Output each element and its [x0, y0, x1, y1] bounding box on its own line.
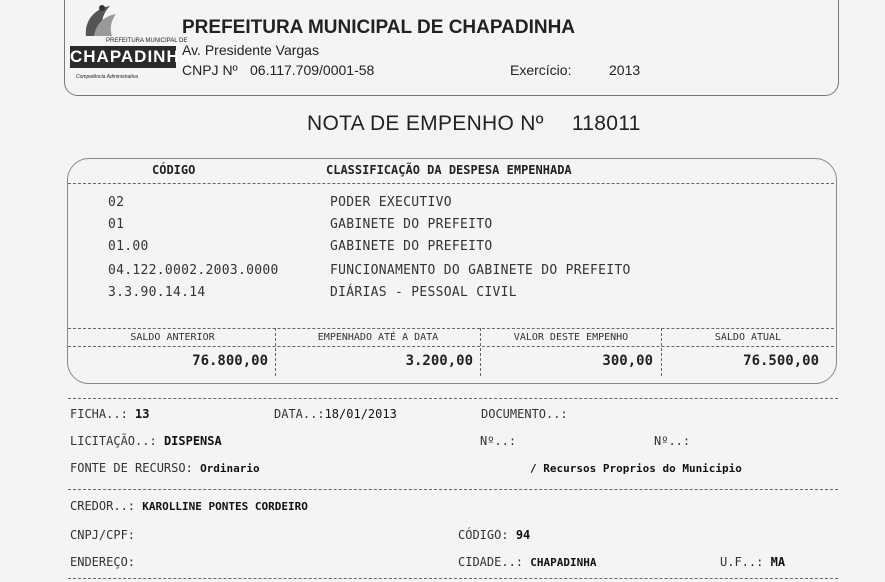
data-value: 18/01/2013 [324, 407, 397, 421]
summary-mid-divider [68, 346, 834, 347]
credor-top-divider [68, 489, 838, 490]
ficha-label: FICHA..: [70, 407, 128, 421]
municipality-logo [68, 2, 194, 84]
bottom-divider [68, 578, 838, 579]
class-desc-4: FUNCIONAMENTO DO GABINETE DO PREFEITO [330, 263, 631, 278]
saldo-anterior-value: 76.800,00 [192, 353, 268, 369]
document-title [307, 112, 641, 136]
endereco-label: ENDEREÇO: [70, 555, 136, 569]
logo-swirl-icon [80, 2, 120, 42]
class-desc-2: GABINETE DO PREFEITO [330, 217, 493, 232]
empenhado-value: 3.200,00 [405, 353, 473, 369]
recursos-value: / Recursos Proprios do Municipio [530, 462, 742, 475]
org-address: Av. Presidente Vargas [182, 42, 319, 58]
licitacao-value: DISPENSA [163, 434, 222, 448]
cidade-field [458, 555, 597, 569]
exercicio-value: 2013 [609, 62, 641, 78]
details-top-divider [68, 398, 838, 399]
valor-value: 300,00 [602, 353, 653, 369]
ficha-value: 13 [135, 407, 150, 421]
summary-top-divider [68, 328, 834, 329]
cnpj-cpf-label: CNPJ/CPF: [70, 528, 136, 542]
numero2-label: Nº..: [654, 434, 691, 448]
valor-label: VALOR DESTE EMPENHO [513, 332, 629, 343]
credor-field [70, 499, 308, 513]
codigo-label: CÓDIGO: [458, 528, 509, 542]
codigo-field [458, 528, 530, 542]
uf-value: MA [770, 555, 786, 569]
credor-label: CREDOR..: [70, 499, 136, 513]
class-code-4: 04.122.0002.2003.0000 [108, 263, 279, 278]
class-code-1: 02 [108, 195, 125, 210]
class-code-2: 01 [108, 217, 125, 232]
logo-wordmark: CHAPADINHA [70, 47, 194, 66]
data-label: DATA..: [274, 407, 325, 421]
codigo-value: 94 [515, 528, 531, 542]
credor-value: KAROLLINE PONTES CORDEIRO [142, 500, 308, 513]
data-field [274, 407, 397, 421]
empenhado-label: EMPENHADO ATÉ A DATA [317, 332, 439, 343]
saldo-anterior-label: SALDO ANTERIOR [130, 332, 215, 343]
cidade-value: CHAPADINHA [530, 556, 597, 569]
fonte-value: Ordinario [200, 462, 260, 475]
class-desc-1: PODER EXECUTIVO [330, 195, 452, 210]
fonte-field [70, 461, 260, 475]
org-name: PREFEITURA MUNICIPAL DE CHAPADINHA [182, 17, 576, 38]
saldo-atual-value: 76.500,00 [743, 353, 819, 369]
cidade-label: CIDADE..: [458, 555, 524, 569]
logo-tagline: Competência Administrativa [76, 74, 139, 80]
licitacao-field [70, 434, 222, 448]
header-divider [68, 183, 834, 184]
class-desc-5: DIÁRIAS - PESSOAL CIVIL [330, 285, 517, 300]
title-number: 118011 [571, 112, 641, 135]
class-code-3: 01.00 [108, 239, 149, 254]
uf-label: U.F..: [720, 555, 764, 569]
ficha-field [70, 407, 149, 421]
logo-top-text: PREFEITURA MUNICIPAL DE [106, 38, 188, 44]
exercicio-label: Exercício: [510, 62, 572, 78]
recursos-field [530, 461, 742, 475]
cnpj-label: CNPJ Nº [182, 62, 238, 78]
documento-label: DOCUMENTO..: [481, 407, 568, 421]
class-code-5: 3.3.90.14.14 [108, 285, 206, 300]
col-codigo-header: CÓDIGO [152, 163, 196, 177]
class-desc-3: GABINETE DO PREFEITO [330, 239, 493, 254]
title-label: NOTA DE EMPENHO Nº [307, 112, 544, 135]
uf-field [720, 555, 785, 569]
licitacao-label: LICITAÇÃO..: [70, 434, 157, 448]
fonte-label: FONTE DE RECURSO: [70, 461, 193, 475]
numero1-label: Nº..: [480, 434, 517, 448]
saldo-atual-label: SALDO ATUAL [714, 332, 782, 343]
cnpj-value: 06.117.709/0001-58 [250, 62, 375, 78]
col-classificacao-header: CLASSIFICAÇÃO DA DESPESA EMPENHADA [326, 163, 572, 177]
